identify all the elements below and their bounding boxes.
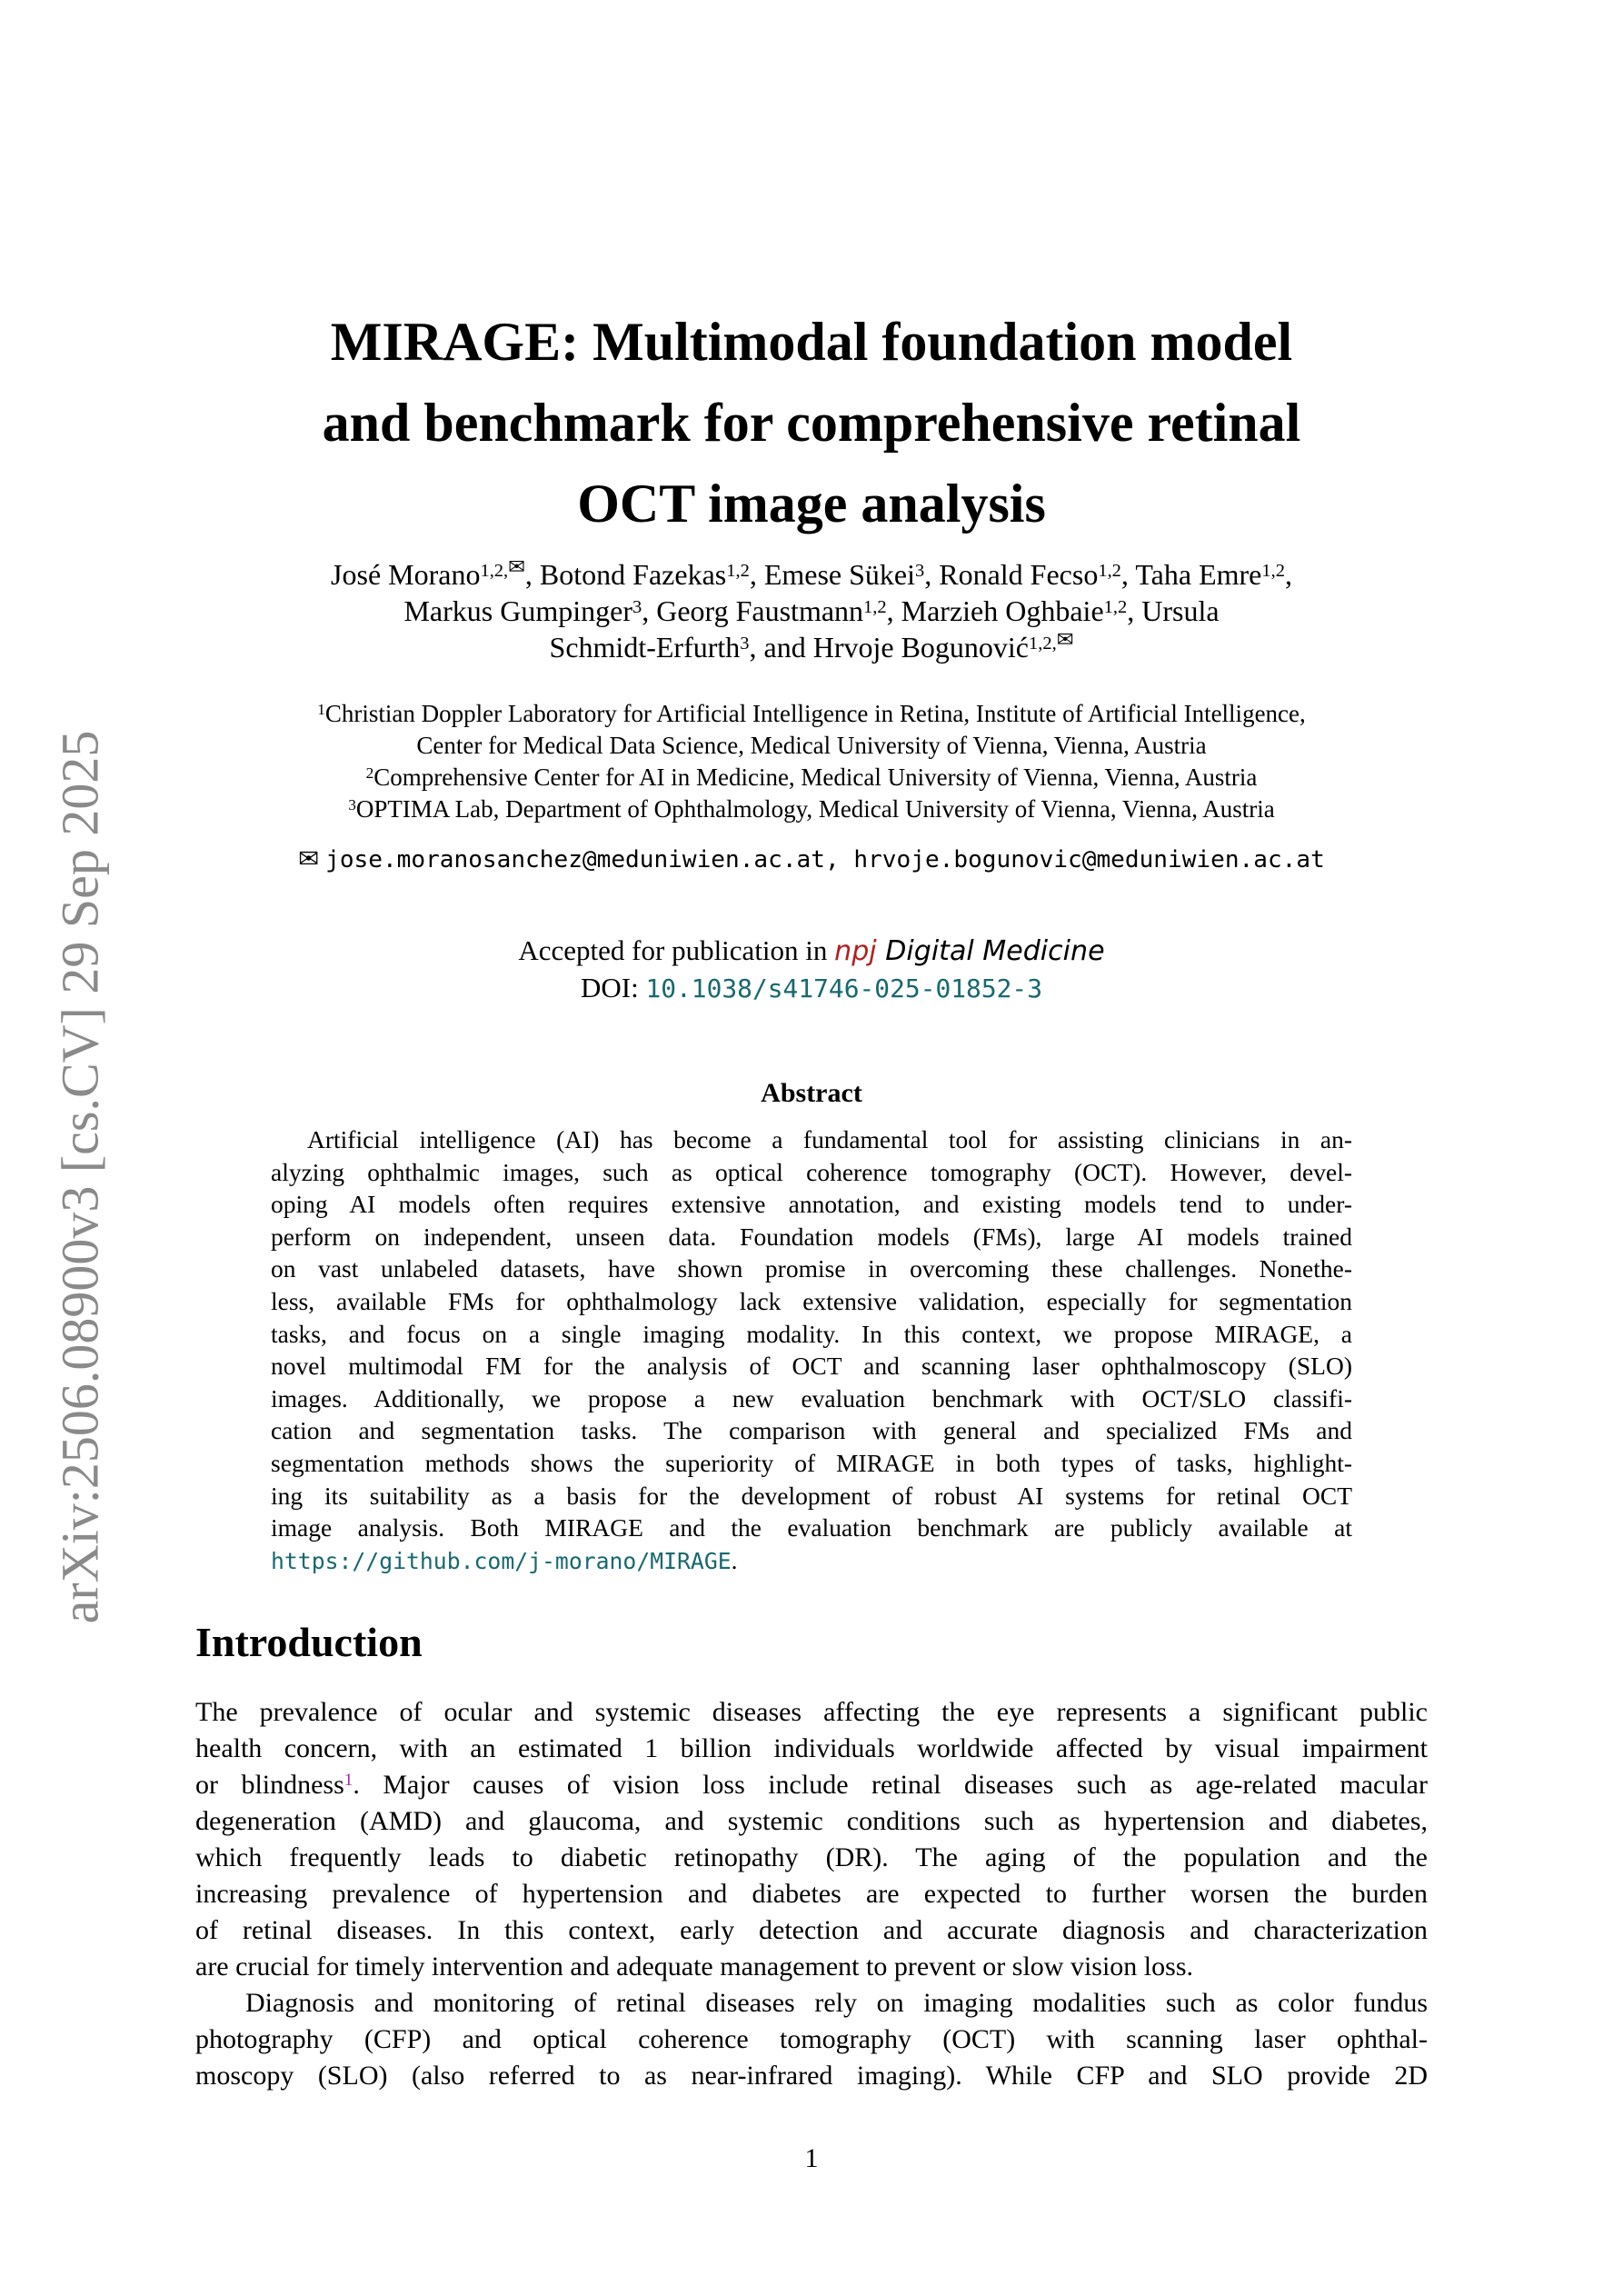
text-run: 1,2 bbox=[1103, 596, 1128, 617]
text-line bbox=[195, 1731, 1428, 1767]
text-run: novel multimodal FM for the analysis of OCT and scanning laser ophthalmoscopy (SLO) bbox=[271, 1352, 1352, 1381]
envelope-icon: ✉ bbox=[508, 554, 525, 578]
text-run: DOI: bbox=[580, 972, 646, 1003]
contact-line bbox=[0, 842, 1623, 877]
text-run: which frequently leads to diabetic retinopathy (DR). The aging of the population and the bbox=[195, 1842, 1428, 1872]
text-run: 1,2 bbox=[1261, 560, 1285, 581]
text-line bbox=[271, 1544, 1352, 1578]
text-run: , and Hrvoje Bogunović bbox=[749, 631, 1029, 664]
text-line bbox=[0, 302, 1623, 383]
text-line bbox=[0, 842, 1623, 877]
text-run: 1,2, bbox=[480, 560, 509, 581]
journal-name: Digital Medicine bbox=[885, 935, 1105, 967]
text-line bbox=[0, 698, 1623, 730]
text-run: increasing prevalence of hypertension and diabetes are expected to further worsen the burden bbox=[195, 1879, 1428, 1909]
text-line bbox=[195, 2058, 1428, 2094]
text-run: . bbox=[731, 1545, 738, 1574]
text-run: photography (CFP) and optical coherence tomography (OCT) with scanning laser ophthal- bbox=[195, 2024, 1428, 2054]
text-run: less, available FMs for ophthalmology lack extensive validation, especially for segmentation bbox=[271, 1286, 1352, 1315]
text-line bbox=[271, 1253, 1352, 1285]
text-line bbox=[0, 383, 1623, 464]
text-run: moscopy (SLO) (also referred to as near-infrared imaging). While CFP and SLO provide 2D bbox=[195, 2061, 1428, 2091]
text-line bbox=[271, 1318, 1352, 1351]
text-run: 1,2, bbox=[1029, 633, 1057, 654]
text-line bbox=[195, 1803, 1428, 1840]
introduction-heading: Introduction bbox=[195, 1619, 423, 1665]
text-run: Schmidt-Erfurth bbox=[549, 631, 741, 664]
affiliation-list bbox=[0, 698, 1623, 825]
text-run: segmentation methods shows the superiority of MIRAGE in both types of tasks, highlight- bbox=[271, 1448, 1352, 1477]
text-run: 3 bbox=[632, 596, 642, 617]
text-line bbox=[271, 1188, 1352, 1221]
text-line bbox=[271, 1383, 1352, 1415]
text-line bbox=[271, 1512, 1352, 1544]
introduction-body bbox=[195, 1694, 1428, 2094]
email-link[interactable]: hrvoje.bogunovic@meduniwien.ac.at bbox=[853, 846, 1325, 873]
text-line bbox=[271, 1350, 1352, 1383]
text-run: 3 bbox=[348, 796, 356, 814]
text-line bbox=[0, 933, 1623, 970]
text-line bbox=[271, 1123, 1352, 1156]
text-run: Center for Medical Data Science, Medical University of Vienna, Vienna, Austria bbox=[416, 732, 1207, 759]
text-line bbox=[195, 1949, 1428, 1985]
text-run: , Botond Fazekas bbox=[524, 558, 727, 591]
text-run: 1,2 bbox=[726, 560, 750, 581]
text-run: and benchmark for comprehensive retinal bbox=[322, 393, 1301, 453]
text-run: alyzing ophthalmic images, such as optical coherence tomography (OCT). However, devel- bbox=[271, 1157, 1352, 1186]
text-run: Artificial intelligence (AI) has become a fundamental tool for assisting clinicians in an- bbox=[307, 1125, 1352, 1153]
text-line bbox=[271, 1447, 1352, 1480]
text-run: degeneration (AMD) and glaucoma, and systemic conditions such as hypertension and diabetes, bbox=[195, 1806, 1428, 1836]
text-line bbox=[0, 970, 1623, 1007]
text-run: Christian Doppler Laboratory for Artificial Intelligence in Retina, Institute of Artificial Intelligence, bbox=[324, 700, 1306, 727]
text-run: OPTIMA Lab, Department of Ophthalmology, Medical University of Vienna, Vienna, Austria bbox=[355, 795, 1275, 823]
text-line bbox=[0, 762, 1623, 794]
text-run: 3 bbox=[740, 633, 750, 654]
text-run: OCT image analysis bbox=[577, 474, 1046, 534]
text-run: MIRAGE: Multimodal foundation model bbox=[330, 312, 1293, 372]
text-run: Diagnosis and monitoring of retinal diseases rely on imaging modalities such as color fundus bbox=[245, 1988, 1428, 2018]
doi-link[interactable]: 10.1038/s41746-025-01852-3 bbox=[645, 973, 1043, 1003]
abstract-body bbox=[271, 1123, 1352, 1577]
text-run: or blindness bbox=[195, 1770, 344, 1800]
text-run: Markus Gumpinger bbox=[403, 594, 632, 627]
text-run: Comprehensive Center for AI in Medicine, Medical University of Vienna, Vienna, Austria bbox=[373, 764, 1258, 791]
text-run: , Emese Sükei bbox=[749, 558, 915, 591]
text-line bbox=[195, 1876, 1428, 1912]
text-run: , Taha Emre bbox=[1120, 558, 1262, 591]
text-run: 3 bbox=[915, 560, 925, 581]
text-line bbox=[0, 794, 1623, 825]
text-run: , Ronald Fecso bbox=[924, 558, 1099, 591]
text-run: , Ursula bbox=[1127, 594, 1220, 627]
text-run: tasks, and focus on a single imaging modality. In this context, we propose MIRAGE, a bbox=[271, 1319, 1352, 1348]
text-run: ing its suitability as a basis for the development of robust AI systems for retinal OCT bbox=[271, 1481, 1352, 1510]
citation-ref-1[interactable]: 1 bbox=[344, 1771, 353, 1791]
text-run: cation and segmentation tasks. The comparison with general and specialized FMs and bbox=[271, 1416, 1352, 1445]
text-run: image analysis. Both MIRAGE and the evaluation benchmark are publicly available at bbox=[271, 1513, 1352, 1542]
text-run bbox=[877, 935, 886, 967]
text-run: , bbox=[1284, 558, 1292, 591]
text-run: oping AI models often requires extensive annotation, and existing models tend to under- bbox=[271, 1190, 1352, 1219]
text-line bbox=[271, 1414, 1352, 1447]
text-run: perform on independent, unseen data. Foundation models (FMs), large AI models trained bbox=[271, 1222, 1352, 1251]
email-link[interactable]: jose.moranosanchez@meduniwien.ac.at bbox=[325, 846, 825, 873]
text-run: , Georg Faustmann bbox=[642, 594, 864, 627]
text-line bbox=[271, 1480, 1352, 1512]
text-line bbox=[0, 629, 1623, 665]
text-line bbox=[271, 1285, 1352, 1318]
text-run: , Marzieh Oghbaie bbox=[886, 594, 1104, 627]
text-run: health concern, with an estimated 1 billion individuals worldwide affected by visual impairment bbox=[195, 1733, 1428, 1763]
github-link[interactable]: https://github.com/j-morano/MIRAGE bbox=[271, 1547, 732, 1574]
text-run: 2 bbox=[365, 764, 374, 783]
text-run: The prevalence of ocular and systemic diseases affecting the eye represents a significant public bbox=[195, 1697, 1428, 1727]
text-run: 1,2 bbox=[863, 596, 887, 617]
envelope-icon: ✉ bbox=[298, 844, 326, 873]
text-run: of retinal diseases. In this context, early detection and accurate diagnosis and characterization bbox=[195, 1915, 1428, 1945]
introduction-paragraph-2 bbox=[195, 1985, 1428, 2094]
journal-name: npj bbox=[834, 935, 877, 967]
introduction-paragraph-1 bbox=[195, 1694, 1428, 1985]
text-run: José Morano bbox=[331, 558, 481, 591]
text-line bbox=[271, 1156, 1352, 1189]
acceptance-note bbox=[0, 933, 1623, 1007]
text-run: , bbox=[824, 846, 854, 873]
text-line bbox=[271, 1221, 1352, 1253]
text-run: 1 bbox=[317, 701, 325, 719]
text-line bbox=[195, 1694, 1428, 1731]
text-line bbox=[195, 2021, 1428, 2058]
text-line bbox=[195, 1840, 1428, 1876]
text-line bbox=[0, 464, 1623, 544]
author-list bbox=[0, 556, 1623, 665]
text-line bbox=[195, 1985, 1428, 2021]
text-line bbox=[195, 1767, 1428, 1803]
text-run: on vast unlabeled datasets, have shown promise in overcoming these challenges. Nonethe- bbox=[271, 1254, 1352, 1283]
page-number: 1 bbox=[804, 2143, 819, 2173]
text-run: images. Additionally, we propose a new evaluation benchmark with OCT/SLO classifi- bbox=[271, 1383, 1352, 1413]
paper-title bbox=[0, 302, 1623, 544]
text-line bbox=[195, 1912, 1428, 1949]
text-line bbox=[0, 593, 1623, 629]
text-run: are crucial for timely intervention and adequate management to prevent or slow vision loss. bbox=[195, 1952, 1193, 1982]
text-line bbox=[0, 556, 1623, 593]
text-line bbox=[0, 730, 1623, 762]
text-run: 1,2 bbox=[1098, 560, 1121, 581]
text-run: . Major causes of vision loss include retinal diseases such as age-related macular bbox=[353, 1770, 1428, 1800]
text-run: Accepted for publication in bbox=[518, 934, 835, 966]
arxiv-watermark: arXiv:2506.08900v3 [cs.CV] 29 Sep 2025 bbox=[50, 730, 110, 1624]
abstract-heading: Abstract bbox=[761, 1078, 862, 1108]
envelope-icon: ✉ bbox=[1056, 627, 1074, 651]
